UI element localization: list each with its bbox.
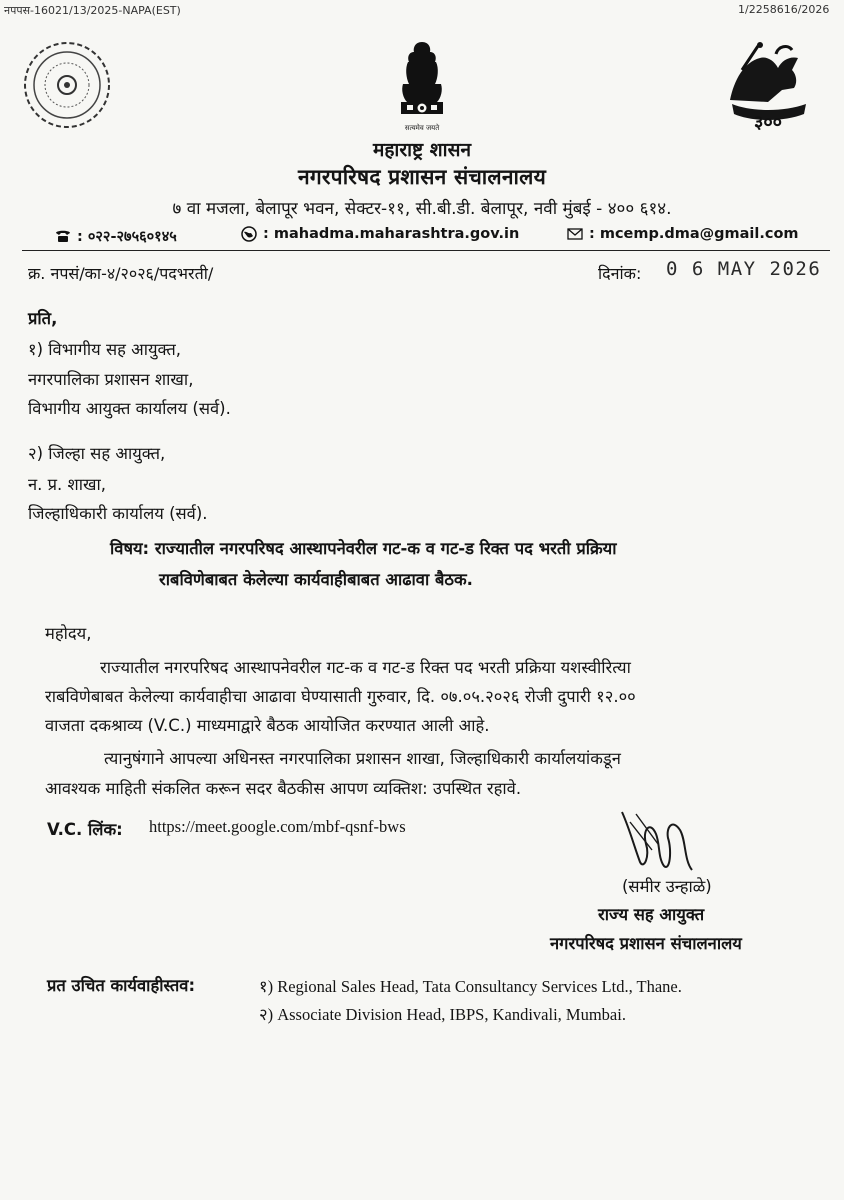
vc-link-url[interactable]: https://meet.google.com/mbf-qsnf-bws	[149, 817, 406, 836]
paragraph-1-line-3: वाजता दकश्राव्य (V.C.) माध्यमाद्वारे बैठक आयोजित करण्यात आली आहे.	[45, 716, 490, 735]
recipient-1-line-2: नगरपालिका प्रशासन शाखा,	[28, 370, 194, 389]
anniversary-logo-icon	[722, 40, 814, 130]
recipient-2-line-3: जिल्हाधिकारी कार्यालय (सर्व).	[28, 504, 208, 523]
recipient-1-line-1: १) विभागीय सह आयुक्त,	[28, 340, 182, 359]
copy-to-label: प्रत उचित कार्यवाहीस्तव:	[47, 976, 196, 995]
reference-number: क्र. नपसं/का-४/२०२६/पदभरती/	[28, 264, 214, 283]
contact-website	[240, 226, 519, 242]
signatory-name: (समीर उन्हाळे)	[622, 877, 712, 896]
recipient-1-line-3: विभागीय आयुक्त कार्यालय (सर्व).	[28, 399, 231, 418]
office-title: नगरपरिषद प्रशासन संचालनालय	[298, 165, 546, 189]
copy-to-2: २) Associate Division Head, IBPS, Kandivali, Mumbai.	[259, 1005, 626, 1024]
vc-link-label: V.C. लिंक:	[47, 820, 123, 839]
copy-to-1: १) Regional Sales Head, Tata Consultancy Services Ltd., Thane.	[259, 977, 682, 996]
salutation: महोदय,	[45, 624, 92, 643]
file-ref-left: नपपस-16021/13/2025-NAPA(EST)	[4, 4, 181, 17]
phone-icon	[54, 228, 72, 244]
file-ref-right: 1/2258616/2026	[738, 3, 830, 16]
emblem-motto: सत्यमेव जयते	[404, 124, 440, 132]
paragraph-1-line-1: राज्यातील नगरपरिषद आस्थापनेवरील गट-क व गट-ड रिक्त पद भरती प्रक्रिया यशस्वीरित्या	[100, 658, 631, 677]
office-address: ७ वा मजला, बेलापूर भवन, सेक्टर-११, सी.बी.डी. बेलापूर, नवी मुंबई - ४०० ६१४.	[172, 199, 672, 219]
national-emblem-icon	[391, 38, 453, 148]
signatory-designation: राज्य सह आयुक्त	[598, 905, 705, 924]
logo-number: ३००	[753, 112, 783, 130]
recipient-2-line-2: न. प्र. शाखा,	[28, 475, 107, 494]
phone-number: : ०२२-२७५६०१४५	[77, 229, 177, 245]
prati-label: प्रति,	[28, 309, 58, 328]
contact-email	[566, 226, 799, 242]
email-text[interactable]: : mcemp.dma@gmail.com	[589, 226, 799, 242]
seal-left-icon	[22, 40, 112, 130]
government-title: महाराष्ट्र शासन	[372, 139, 471, 161]
subject-line-1: विषय: राज्यातील नगरपरिषद आस्थापनेवरील गट-क व गट-ड रिक्त पद भरती प्रक्रिया	[110, 539, 617, 558]
signatory-office: नगरपरिषद प्रशासन संचालनालय	[550, 934, 742, 953]
subject-line-2: राबविणेबाबत केलेल्या कार्यवाहीबाबत आढावा बैठक.	[159, 570, 473, 589]
date-label: दिनांक:	[598, 264, 642, 283]
website-text[interactable]: : mahadma.maharashtra.gov.in	[263, 226, 520, 242]
recipient-2-line-1: २) जिल्हा सह आयुक्त,	[28, 444, 166, 463]
date-stamp: 0 6 MAY 2026	[666, 258, 822, 280]
paragraph-2-line-2: आवश्यक माहिती संकलित करून सदर बैठकीस आपण व्यक्तिश: उपस्थित रहावे.	[45, 779, 522, 798]
paragraph-1-line-2: राबविणेबाबत केलेल्या कार्यवाहीचा आढावा घेण्यासाती गुरुवार, दि. ०७.०५.२०२६ रोजी दुपारी १२.००	[45, 687, 636, 706]
contact-phone	[54, 226, 177, 246]
paragraph-2-line-1: त्यानुषंगाने आपल्या अधिनस्त नगरपालिका प्रशासन शाखा, जिल्हाधिकारी कार्यालयांकडून	[104, 749, 621, 768]
globe-icon	[240, 226, 258, 242]
signature-icon	[600, 800, 710, 880]
header-divider	[22, 250, 830, 251]
mail-icon	[566, 226, 584, 242]
